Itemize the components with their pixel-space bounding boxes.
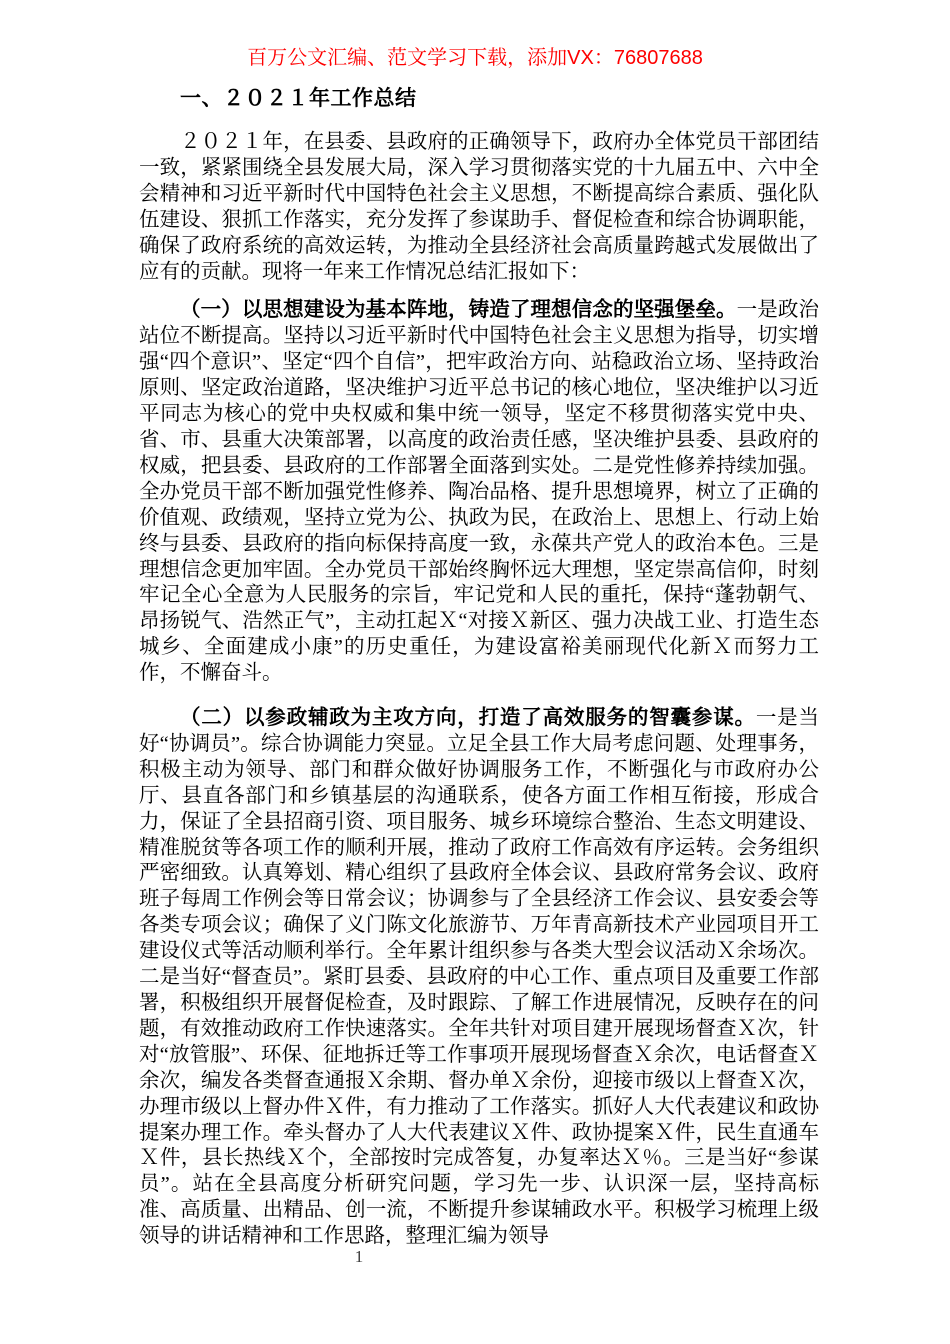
intro-paragraph-text: ２０２１年，在县委、县政府的正确领导下，政府办全体党员干部团结一致，紧紧围绕全县发展大局，深入学习贯彻落实党的十九届五中、六中全会精神和习近平新时代中国特色社会主义思想，不断提高综合素质、强化队伍建设、狠抓工作落实，充分发挥了参谋助手、督促检查和综合协调职能，确保了政府系统的高效运转，为推动全县经济社会高质量跨越式发展做出了应有的贡献。现将一年来工作情况总结汇报如下： bbox=[139, 131, 819, 283]
document-title: 一、２０２１年工作总结 bbox=[180, 87, 417, 110]
section-2-paragraph bbox=[139, 705, 819, 1250]
page-number: 1 bbox=[354, 1247, 364, 1266]
section-1-lead: （一）以思想建设为基本阵地，铸造了理想信念的坚强堡垒。 bbox=[180, 298, 737, 322]
header-notice: 百万公文汇编、范文学习下载，添加VX：76807688 bbox=[247, 47, 703, 69]
section-2-text: 一是当好“协调员”。综合协调能力突显。立足全县工作大局考虑问题、处理事务，积极主动为领导、部门和群众做好协调服务工作，不断强化与市政府办公厅、县直各部门和乡镇基层的沟通联系，使各方面工作相互衔接，形成合力，保证了全县招商引资、项目服务、城乡环境综合整治、生态文明建设、精准脱贫等各项工作的顺利开展，推动了政府工作高效有序运转。会务组织严密细致。认真筹划、精心组织了县政府全体会议、县政府常务会议、政府班子每周工作例会等日常会议；协调参与了全县经济工作会议、县安委会等各类专项会议；确保了义门陈文化旅游节、万年青高新技术产业园项目开工建设仪式等活动顺利举行。全年累计组织参与各类大型会议活动Ｘ余场次。二是当好“督查员”。紧盯县委、县政府的中心工作、重点项目及重要工作部署，积极组织开展督促检查，及时跟踪、了解工作进展情况，反映存在的问题，有效推动政府工作快速落实。全年共针对项目建开展现场督查Ｘ次，针对“放管服”、环保、征地拆迁等工作事项开展现场督查Ｘ余次，电话督查Ｘ余次，编发各类督查通报Ｘ余期、督办单Ｘ余份，迎接市级以上督查Ｘ次，办理市级以上督办件Ｘ件，有力推动了工作落实。抓好人大代表建议和政协提案办理工作。牵头督办了人大代表建议Ｘ件、政协提案Ｘ件，民生直通车Ｘ件，县长热线Ｘ个，全部按时完成答复，办复率达Ｘ％。三是当好“参谋员”。站在全县高度分析研究问题，学习先一步、认识深一层，坚持高标准、高质量、出精品、创一流，不断提升参谋辅政水平。积极学习梳理上级领导的讲话精神和工作思路，整理汇编为领导 bbox=[139, 707, 819, 1248]
document-body bbox=[139, 86, 819, 1250]
section-2-lead: （二）以参政辅政为主攻方向，打造了高效服务的智囊参谋。 bbox=[180, 706, 756, 730]
intro-paragraph bbox=[139, 130, 819, 285]
section-1-text: 一是政治站位不断提高。坚持以习近平新时代中国特色社会主义思想为指导，切实增强“四个意识”、坚定“四个自信”，把牢政治方向、站稳政治立场、坚持政治原则、坚定政治道路，坚决维护习近平总书记的核心地位，坚决维护以习近平同志为核心的党中央权威和集中统一领导，坚定不移贯彻落实党中央、省、市、县重大决策部署，以高度的政治责任感，坚决维护县委、县政府的权威，把县委、县政府的工作部署全面落到实处。二是党性修养持续加强。全办党员干部不断加强党性修养、陶冶品格、提升思想境界，树立了正确的价值观、政绩观，坚持立党为公、执政为民，在政治上、思想上、行动上始终与县委、县政府的指向标保持高度一致，永葆共产党人的政治本色。三是理想信念更加牢固。全办党员干部始终胸怀远大理想，坚定崇高信仰，时刻牢记全心全意为人民服务的宗旨，牢记党和人民的重托，保持“蓬勃朝气、昂扬锐气、浩然正气”，主动扛起Ｘ“对接Ｘ新区、强力决战工业、打造生态城乡、全面建成小康”的历史重任，为建设富裕美丽现代化新Ｘ而努力工作，不懈奋斗。 bbox=[139, 299, 820, 685]
section-1-paragraph bbox=[139, 297, 819, 687]
